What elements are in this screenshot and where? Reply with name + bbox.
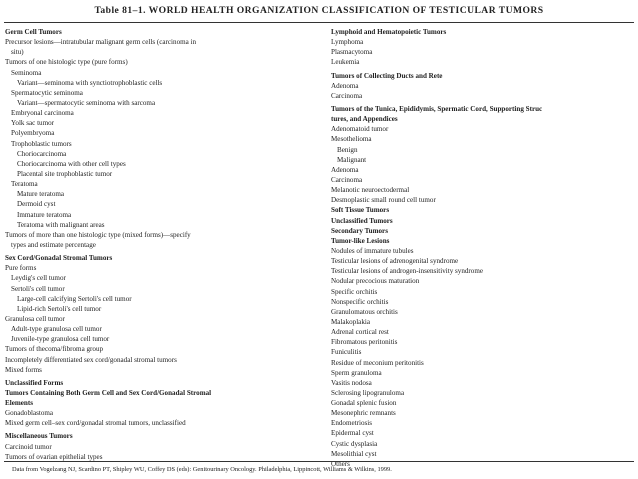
classification-entry: Gonadal splenic fusion: [331, 399, 397, 408]
classification-entry: Choriocarcinoma with other cell types: [17, 159, 126, 168]
classification-entry: Yolk sac tumor: [11, 119, 55, 128]
classification-entry: Lipid-rich Sertoli's cell tumor: [17, 304, 102, 313]
classification-entry: Residue of meconium peritonitis: [331, 358, 424, 367]
section-heading: tures, and Appendices: [331, 115, 398, 124]
classification-entry: Malakoplakia: [331, 317, 371, 326]
classification-entry: Adrenal cortical rest: [331, 328, 389, 337]
classification-entry: Pure forms: [5, 264, 37, 273]
classification-entry: Lymphoma: [331, 38, 364, 47]
right-column: [331, 27, 638, 469]
classification-entry: Mixed forms: [5, 365, 42, 374]
classification-entry: Placental site trophoblastic tumor: [17, 169, 113, 178]
classification-entry: Cystic dysplasia: [331, 439, 378, 448]
classification-entry: Adenoma: [331, 81, 359, 90]
section-heading: Secondary Tumors: [331, 226, 388, 235]
classification-entry: Seminoma: [11, 68, 42, 77]
section-heading: Tumors Containing Both Germ Cell and Sex Cord/Gonadal Stromal: [5, 388, 212, 397]
section-heading: Unclassified Tumors: [331, 216, 393, 225]
section-heading: Tumor-like Lesions: [331, 236, 390, 245]
classification-entry: Mesolithial cyst: [331, 449, 377, 458]
classification-entry: Mesonephric remnants: [331, 409, 396, 418]
bottom-rule: [4, 461, 634, 462]
classification-entry: Leukemia: [331, 58, 360, 67]
classification-entry: Nodules of immature tubules: [331, 246, 414, 255]
classification-entry: Nodular precocious maturation: [331, 277, 420, 286]
classification-entry: Tumors of more than one histologic type (mixed forms)—specify: [5, 230, 191, 239]
classification-entry: Benign: [337, 145, 358, 154]
classification-entry: Variant—spermatocytic seminoma with sarcoma: [17, 98, 156, 107]
classification-entry: Choriocarcinoma: [17, 149, 67, 158]
classification-entry: Granulomatous orchitis: [331, 307, 398, 316]
classification-entry: Adenoma: [331, 165, 359, 174]
classification-entry: situ): [11, 48, 24, 57]
classification-entry: Epidermal cyst: [331, 429, 374, 438]
classification-entry: Plasmacytoma: [331, 48, 373, 57]
classification-entry: Specific orchitis: [331, 287, 378, 296]
classification-entry: Incompletely differentiated sex cord/gonadal stromal tumors: [5, 355, 177, 364]
classification-entry: Leydig's cell tumor: [11, 274, 66, 283]
source-footnote: Data from Vogelzang NJ, Scardino PT, Shipley WU, Coffey DS (eds): Genitourinary Oncology. Philadelphia, Lippincott, Williams & Wilkins, 1999.: [12, 466, 392, 473]
section-heading: Germ Cell Tumors: [5, 28, 62, 36]
top-rule: [4, 22, 634, 23]
classification-entry: Sperm granuloma: [331, 368, 382, 377]
section-heading: Miscellaneous Tumors: [5, 432, 73, 441]
classification-entry: Adult-type granulosa cell tumor: [11, 325, 102, 334]
classification-entry: Tumors of ovarian epithelial types: [5, 452, 103, 461]
classification-entry: Malignant: [337, 155, 367, 164]
section-heading: Sex Cord/Gonadal Stromal Tumors: [5, 254, 113, 263]
classification-entry: Polyembryoma: [11, 129, 55, 138]
classification-entry: Mesothelioma: [331, 135, 372, 144]
classification-entry: Immature teratoma: [17, 210, 72, 219]
classification-entry: Variant—seminoma with synctiotrophoblastic cells: [17, 78, 163, 87]
classification-entry: Vasitis nodosa: [331, 378, 372, 387]
classification-entry: Teratoma with malignant areas: [17, 220, 105, 229]
classification-entry: Mature teratoma: [17, 190, 65, 199]
classification-entry: Endometriosis: [331, 419, 372, 428]
section-heading: Tumors of Collecting Ducts and Rete: [331, 71, 443, 80]
classification-entry: Trophoblastic tumors: [11, 139, 72, 148]
section-heading: Lymphoid and Hematopoietic Tumors: [331, 28, 447, 36]
classification-entry: Embryonal carcinoma: [11, 109, 74, 118]
classification-entry: Others: [331, 459, 350, 468]
classification-entry: Testicular lesions of adrenogenital syndrome: [331, 257, 459, 266]
classification-entry: types and estimate percentage: [11, 240, 96, 249]
left-column: [5, 27, 323, 462]
section-heading: Soft Tissue Tumors: [331, 206, 390, 215]
classification-entry: Adenomatoid tumor: [331, 125, 389, 134]
classification-entry: Nonspecific orchitis: [331, 297, 389, 306]
classification-entry: Mixed germ cell–sex cord/gonadal stromal tumors, unclassified: [5, 419, 186, 428]
classification-entry: Gonadoblastoma: [5, 409, 54, 418]
classification-entry: Juvenile-type granulosa cell tumor: [11, 335, 110, 344]
classification-entry: Carcinoma: [331, 91, 363, 100]
classification-entry: Funiculitis: [331, 348, 362, 357]
classification-entry: Dermoid cyst: [17, 200, 56, 209]
classification-entry: Desmoplastic small round cell tumor: [331, 196, 436, 205]
classification-entry: Spermatocytic seminoma: [11, 88, 83, 97]
classification-entry: Fibromatous peritonitis: [331, 338, 398, 347]
classification-entry: Sertoli's cell tumor: [11, 284, 65, 293]
classification-entry: Precursor lesions—intratubular malignant germ cells (carcinoma in: [5, 38, 197, 47]
classification-entry: Tumors of thecoma/fibroma group: [5, 345, 104, 354]
classification-entry: Testicular lesions of androgen-insensitivity syndrome: [331, 267, 483, 276]
section-heading: Elements: [5, 399, 33, 408]
classification-entry: Teratoma: [11, 180, 38, 189]
classification-entry: Carcinoid tumor: [5, 442, 52, 451]
classification-entry: Carcinoma: [331, 175, 363, 184]
section-heading: Tumors of the Tunica, Epididymis, Spermatic Cord, Supporting Struc: [331, 104, 543, 113]
classification-entry: Sclerosing lipogranuloma: [331, 388, 405, 397]
classification-entry: Tumors of one histologic type (pure forms): [5, 58, 128, 67]
section-heading: Unclassified Forms: [5, 378, 64, 387]
classification-entry: Large-cell calcifying Sertoli's cell tumor: [17, 294, 132, 303]
classification-entry: Granulosa cell tumor: [5, 314, 65, 323]
classification-entry: Melanotic neuroectodermal: [331, 186, 410, 195]
table-title: Table 81–1. WORLD HEALTH ORGANIZATION CLASSIFICATION OF TESTICULAR TUMORS: [94, 5, 544, 16]
